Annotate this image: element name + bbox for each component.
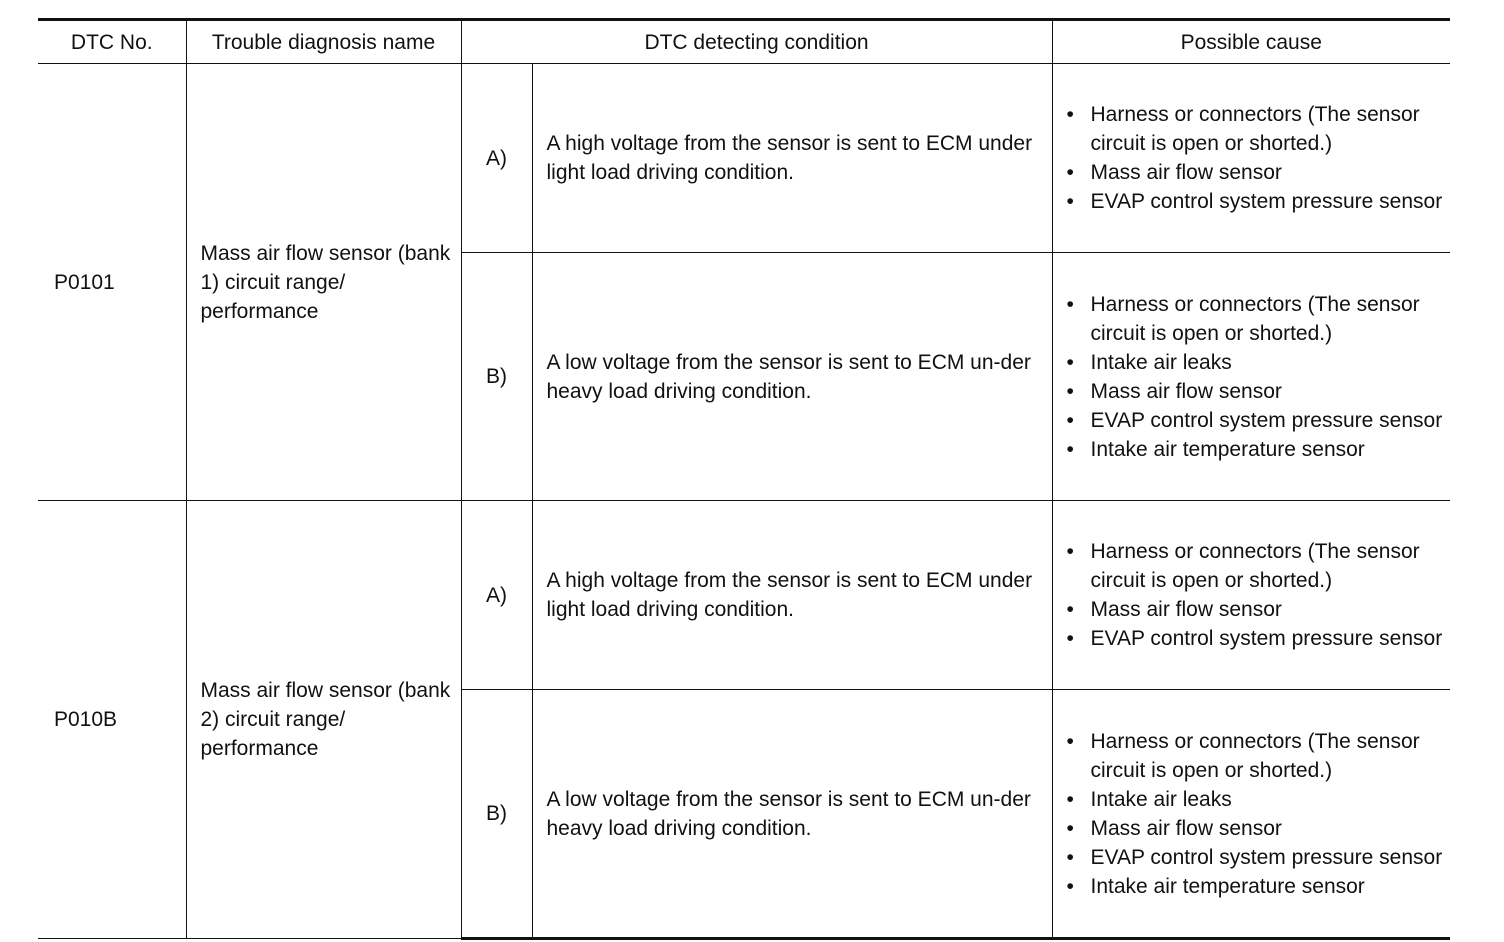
header-possible-cause: Possible cause (1052, 20, 1450, 64)
possible-cause-cell (1052, 501, 1450, 690)
cause-item: • Harness or connectors (The sensor circuit is open or shorted.) (1065, 100, 1445, 158)
cause-list (1065, 537, 1445, 653)
possible-cause-cell (1052, 64, 1450, 253)
cause-list (1065, 290, 1445, 464)
table-header-row (38, 20, 1450, 64)
cause-item: • Mass air flow sensor (1065, 377, 1445, 406)
possible-cause-cell (1052, 690, 1450, 939)
cause-item: • EVAP control system pressure sensor (1065, 843, 1445, 872)
cause-item: • Harness or connectors (The sensor circuit is open or shorted.) (1065, 537, 1445, 595)
header-dtc-no: DTC No. (38, 20, 186, 64)
cause-list (1065, 727, 1445, 901)
dtc-code: P010B (38, 501, 186, 939)
header-trouble-diagnosis-name: Trouble diagnosis name (186, 20, 461, 64)
detecting-condition: A low voltage from the sensor is sent to ECM un-der heavy load driving condition. (532, 253, 1052, 501)
cause-item: • Mass air flow sensor (1065, 158, 1445, 187)
detecting-condition: A low voltage from the sensor is sent to ECM un-der heavy load driving condition. (532, 690, 1052, 939)
dtc-table (38, 18, 1450, 940)
condition-label: A) (461, 64, 532, 253)
possible-cause-cell (1052, 253, 1450, 501)
cause-item: • EVAP control system pressure sensor (1065, 187, 1445, 216)
cause-item: • Intake air temperature sensor (1065, 872, 1445, 901)
detecting-condition: A high voltage from the sensor is sent to ECM under light load driving condition. (532, 64, 1052, 253)
cause-list (1065, 100, 1445, 216)
cause-item: • Harness or connectors (The sensor circuit is open or shorted.) (1065, 727, 1445, 785)
trouble-diagnosis-name: Mass air flow sensor (bank 2) circuit range/ performance (186, 501, 461, 939)
header-dtc-detecting-condition: DTC detecting condition (461, 20, 1052, 64)
cause-item: • EVAP control system pressure sensor (1065, 624, 1445, 653)
cause-item: • EVAP control system pressure sensor (1065, 406, 1445, 435)
cause-item: • Intake air leaks (1065, 785, 1445, 814)
condition-label: B) (461, 690, 532, 939)
table-row (38, 64, 1450, 253)
table-row (38, 501, 1450, 690)
trouble-diagnosis-name: Mass air flow sensor (bank 1) circuit range/ performance (186, 64, 461, 501)
condition-label: A) (461, 501, 532, 690)
cause-item: • Mass air flow sensor (1065, 814, 1445, 843)
cause-item: • Intake air temperature sensor (1065, 435, 1445, 464)
dtc-code: P0101 (38, 64, 186, 501)
condition-label: B) (461, 253, 532, 501)
cause-item: • Mass air flow sensor (1065, 595, 1445, 624)
detecting-condition: A high voltage from the sensor is sent to ECM under light load driving condition. (532, 501, 1052, 690)
cause-item: • Intake air leaks (1065, 348, 1445, 377)
cause-item: • Harness or connectors (The sensor circuit is open or shorted.) (1065, 290, 1445, 348)
